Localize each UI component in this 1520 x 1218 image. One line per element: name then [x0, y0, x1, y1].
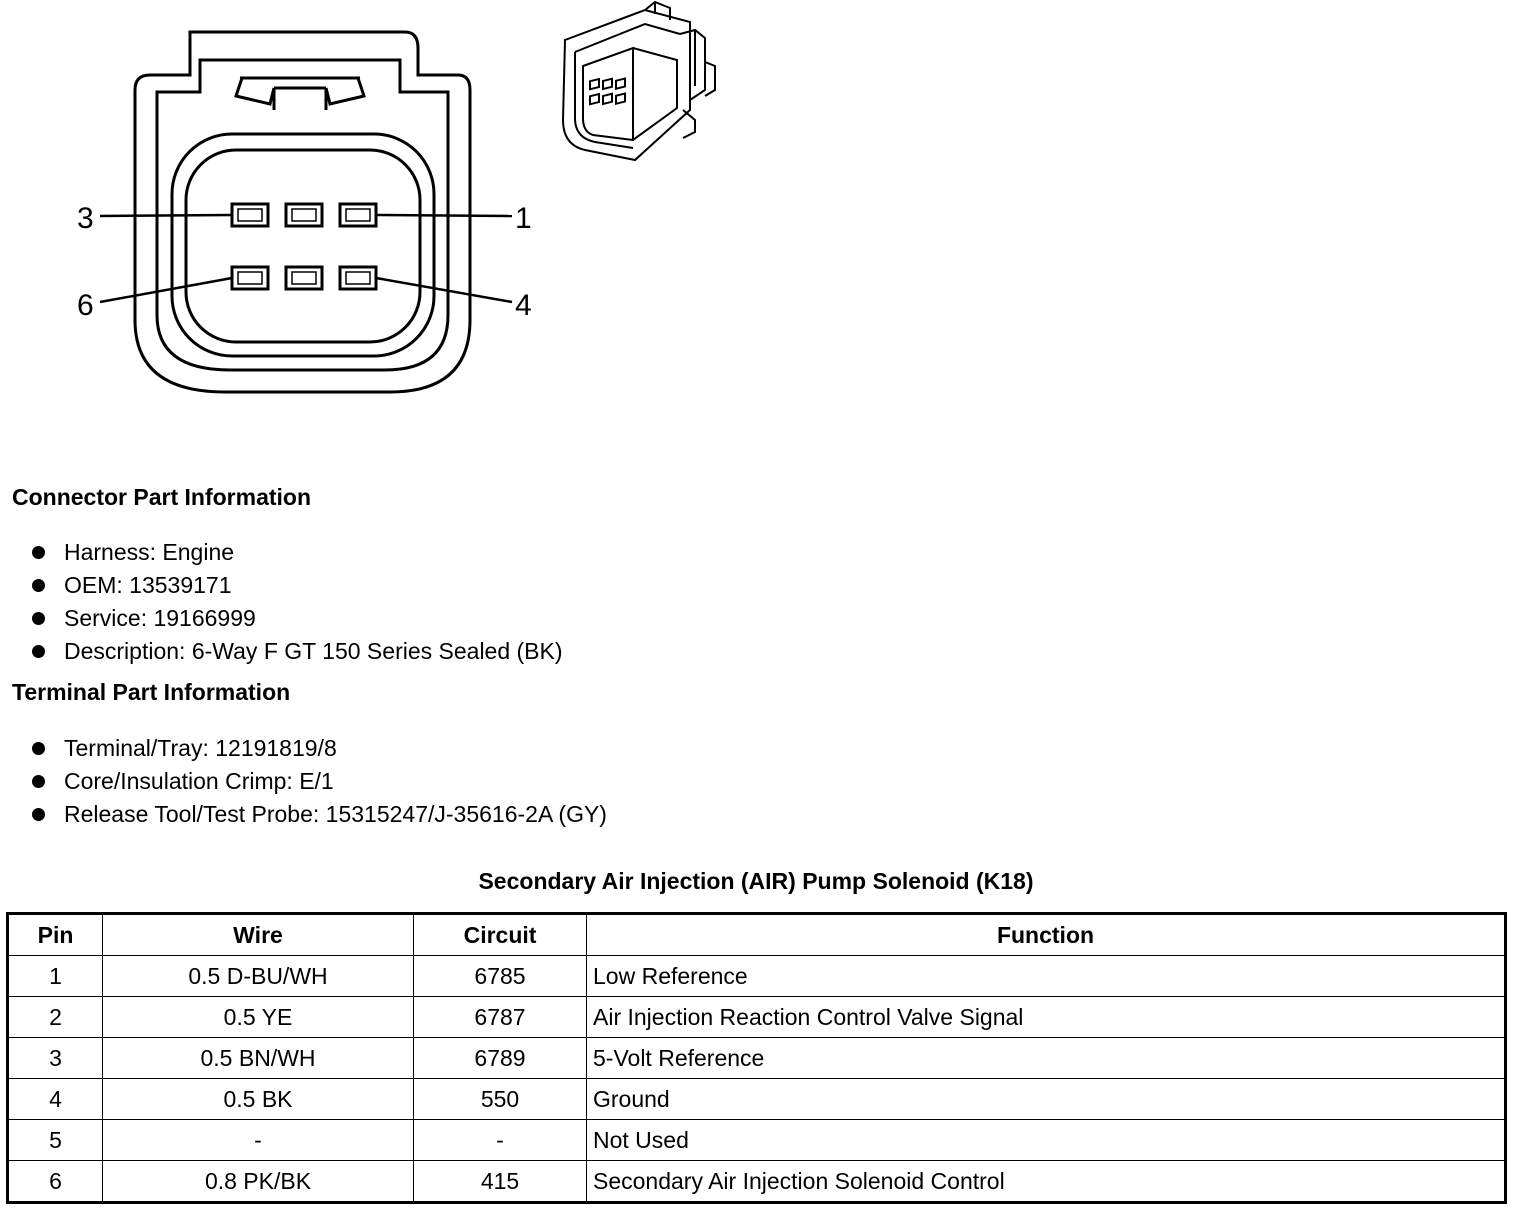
- cell-circuit: 6785: [414, 956, 587, 997]
- leader-line-pin3: [100, 215, 232, 216]
- cell-wire: 0.5 BN/WH: [103, 1038, 414, 1079]
- list-item: OEM: 13539171: [30, 569, 563, 602]
- cell-pin: 5: [8, 1120, 103, 1161]
- header-circuit: Circuit: [414, 914, 587, 956]
- header-function: Function: [587, 914, 1506, 956]
- terminal-6: [232, 267, 268, 289]
- cell-pin: 2: [8, 997, 103, 1038]
- terminal-part-list: [30, 732, 607, 831]
- bullet-icon: [32, 546, 45, 559]
- bullet-icon: [32, 579, 45, 592]
- bullet-icon: [32, 808, 45, 821]
- table-row: [8, 1038, 1506, 1079]
- connector-face-diagram: [60, 20, 560, 410]
- pin-callout-4: 4: [515, 289, 532, 322]
- cell-pin: 3: [8, 1038, 103, 1079]
- connector-latch: [236, 78, 364, 110]
- bullet-icon: [32, 775, 45, 788]
- cell-circuit: -: [414, 1120, 587, 1161]
- table-row: [8, 956, 1506, 997]
- cell-wire: 0.5 BK: [103, 1079, 414, 1120]
- bullet-icon: [32, 645, 45, 658]
- connector-part-list: [30, 536, 563, 668]
- cell-function: Low Reference: [587, 956, 1506, 997]
- cell-function: 5-Volt Reference: [587, 1038, 1506, 1079]
- terminal-4: [340, 267, 376, 289]
- table-row: [8, 1120, 1506, 1161]
- list-item: Release Tool/Test Probe: 15315247/J-35616-2A (GY): [30, 798, 607, 831]
- table-header-row: [8, 914, 1506, 956]
- connector-cavity: [186, 150, 420, 342]
- cell-function: Air Injection Reaction Control Valve Signal: [587, 997, 1506, 1038]
- cell-pin: 4: [8, 1079, 103, 1120]
- cell-circuit: 415: [414, 1161, 587, 1203]
- terminal-1: [340, 204, 376, 226]
- cell-wire: 0.8 PK/BK: [103, 1161, 414, 1203]
- cell-pin: 6: [8, 1161, 103, 1203]
- cell-function: Ground: [587, 1079, 1506, 1120]
- cell-wire: 0.5 D-BU/WH: [103, 956, 414, 997]
- cell-function: Secondary Air Injection Solenoid Control: [587, 1161, 1506, 1203]
- header-wire: Wire: [103, 914, 414, 956]
- list-item: Service: 19166999: [30, 602, 563, 635]
- cell-pin: 1: [8, 956, 103, 997]
- table-row: [8, 1079, 1506, 1120]
- cell-wire: -: [103, 1120, 414, 1161]
- pin-callout-1: 1: [515, 202, 532, 235]
- leader-line-pin6: [100, 278, 232, 302]
- terminal-5: [286, 267, 322, 289]
- cell-circuit: 6787: [414, 997, 587, 1038]
- terminal-3: [232, 204, 268, 226]
- cell-circuit: 6789: [414, 1038, 587, 1079]
- terminal-part-heading: Terminal Part Information: [12, 679, 291, 705]
- table-title: Secondary Air Injection (AIR) Pump Solenoid (K18): [478, 868, 1034, 894]
- list-item: Core/Insulation Crimp: E/1: [30, 765, 607, 798]
- bullet-icon: [32, 742, 45, 755]
- leader-line-pin4: [376, 278, 512, 302]
- cell-wire: 0.5 YE: [103, 997, 414, 1038]
- pin-table: [6, 912, 1507, 1204]
- connector-part-heading: Connector Part Information: [12, 484, 312, 510]
- terminal-2: [286, 204, 322, 226]
- list-item: Description: 6-Way F GT 150 Series Sealed (BK): [30, 635, 563, 668]
- header-pin: Pin: [8, 914, 103, 956]
- cell-function: Not Used: [587, 1120, 1506, 1161]
- table-row: [8, 997, 1506, 1038]
- connector-isometric-illustration: [555, 0, 725, 175]
- connector-seal-ring: [172, 134, 434, 356]
- table-row: [8, 1161, 1506, 1203]
- cell-circuit: 550: [414, 1079, 587, 1120]
- leader-line-pin1: [376, 215, 512, 216]
- pin-callout-3: 3: [77, 202, 94, 235]
- list-item: Terminal/Tray: 12191819/8: [30, 732, 607, 765]
- list-item: Harness: Engine: [30, 536, 563, 569]
- bullet-icon: [32, 612, 45, 625]
- pin-callout-6: 6: [77, 289, 94, 322]
